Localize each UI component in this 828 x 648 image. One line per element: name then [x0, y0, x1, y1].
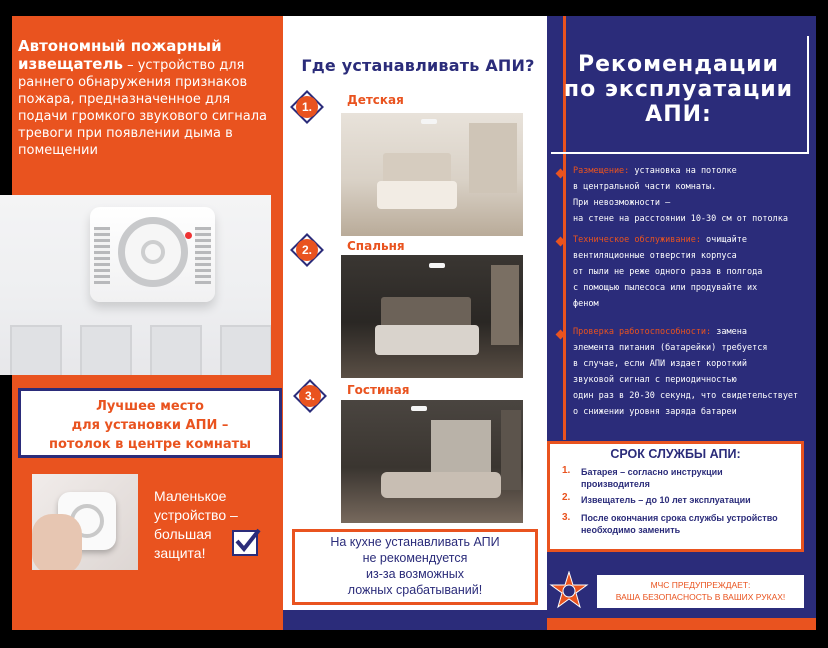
recommendation-testing [573, 324, 803, 420]
bottom-strip-orange [547, 618, 816, 630]
service-item-2: Извещатель – до 10 лет эксплуатации [581, 495, 751, 505]
rec-line: вентиляционные отверстия корпуса [573, 251, 737, 261]
recommendations-title [556, 52, 801, 127]
room-label-bedroom: Спальня [347, 239, 405, 253]
rec-line: о снижении уровня заряда батареи [573, 407, 737, 417]
rec-line: с помощью пылесоса или продувайте их [573, 283, 758, 293]
kitchen-line: На кухне устанавливать АПИ [330, 535, 500, 549]
hand-holding-detector-photo [32, 474, 138, 570]
slogan-line: Маленькое [154, 488, 227, 504]
intro-text [18, 38, 268, 159]
rec-line: в центральной части комнаты. [573, 182, 717, 192]
rec-line: в случае, если АПИ издает короткий [573, 359, 747, 369]
warning-line: МЧС ПРЕДУПРЕЖДАЕТ: [650, 580, 751, 590]
bottom-strip-navy [283, 610, 547, 630]
room-label-living-room: Гостиная [347, 383, 410, 397]
service-item-1: Батарея – согласно инструкции производителя [581, 467, 723, 489]
rec-line: звуковой сигнал с периодичностью [573, 375, 737, 385]
intro-title: Автономный пожарный извещатель [18, 37, 222, 73]
best-place-line: Лучшее место [96, 399, 204, 414]
rec-label: Техническое обслуживание: [573, 235, 701, 245]
nursery-photo [341, 113, 523, 236]
smoke-detector-image [90, 207, 215, 302]
recommendation-placement [573, 163, 803, 227]
service-num-2: 2. [562, 492, 571, 503]
best-place-line: потолок в центре комнаты [49, 437, 251, 452]
check-icon [232, 530, 258, 556]
number-badge-2: 2. [291, 234, 323, 266]
warning-line: ВАША БЕЗОПАСНОСТЬ В ВАШИХ РУКАХ! [615, 592, 786, 602]
rec-line: на стене на расстоянии 10-30 см от потолка [573, 214, 788, 224]
bedroom-photo [341, 255, 523, 378]
slogan-line: защита! [154, 545, 206, 561]
rec-label: Проверка работоспособности: [573, 327, 712, 337]
title-line: АПИ: [645, 102, 712, 127]
rec-label: Размещение: [573, 166, 630, 176]
kitchen-line: не рекомендуется [362, 551, 468, 565]
best-place-line: для установки АПИ – [71, 418, 229, 433]
rec-line: При невозможности – [573, 198, 671, 208]
kitchen-line: ложных срабатываний! [347, 583, 483, 597]
service-life-title: СРОК СЛУЖБЫ АПИ: [610, 447, 741, 461]
living-room-photo [341, 400, 523, 523]
slogan-line: устройство – [154, 507, 238, 523]
rec-line: от пыли не реже одного раза в полгода [573, 267, 763, 277]
service-num-3: 3. [562, 512, 571, 523]
number-badge-3: 3. [294, 380, 326, 412]
intro-description: – устройство для раннего обнаружения признаков пожара, предназначенное для подачи громкого звукового сигнала тревоги при появлении дыма в помещении [18, 58, 268, 158]
recommendation-maintenance [573, 232, 803, 312]
service-item-3: После окончания срока службы устройство необходимо заменить [581, 513, 778, 535]
rec-line: один раз в 20-30 секунд, что свидетельствует [573, 391, 799, 401]
rec-line: элемента питания (батарейки) требуется [573, 343, 768, 353]
service-num-1: 1. [562, 465, 571, 476]
rec-line: очищайте [700, 235, 747, 245]
kitchen-warning-text [292, 534, 538, 598]
rec-line: феном [573, 299, 599, 309]
title-line: Рекомендации [578, 52, 779, 77]
number-badge-1: 1. [291, 91, 323, 123]
best-place-text [18, 397, 282, 454]
smoke-detector-photo [0, 195, 271, 375]
kitchen-line: из-за возможных [366, 567, 464, 581]
where-to-install-title: Где устанавливать АПИ? [301, 56, 535, 75]
mchs-emblem-icon [549, 571, 589, 611]
rec-line: установка на потолке [629, 166, 737, 176]
rec-line: замена [711, 327, 747, 337]
room-label-nursery: Детская [347, 93, 404, 107]
warning-text [597, 579, 804, 603]
slogan-line: большая [154, 526, 212, 542]
title-line: по эксплуатации [563, 77, 794, 102]
